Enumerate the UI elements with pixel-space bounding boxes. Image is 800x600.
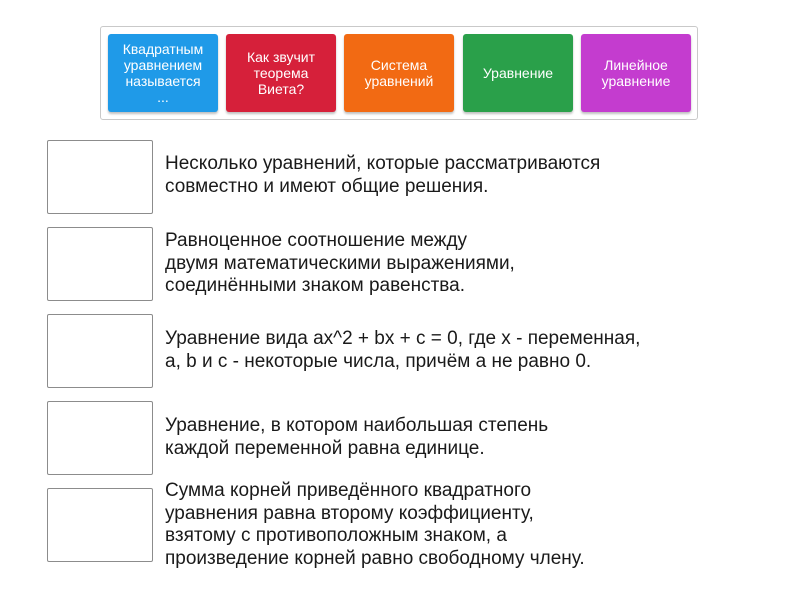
description-line: взятому с противоположным знаком, а: [165, 525, 507, 546]
tile-line: Как звучит: [246, 49, 316, 65]
row-description-3: [165, 328, 725, 373]
tile-line: Виета?: [257, 81, 305, 97]
drop-slot-3[interactable]: [47, 314, 153, 388]
tile-line: ...: [157, 89, 169, 105]
description-line: соединёнными знаком равенства.: [165, 275, 465, 296]
description-line: каждой переменной равна единице.: [165, 437, 485, 459]
tile-quadratic-equation-is[interactable]: [108, 34, 218, 112]
row-description-2: [165, 230, 725, 298]
description-line: a, b и c - некоторые числа, причём a не равно 0.: [165, 350, 592, 372]
tile-vieta-theorem[interactable]: [226, 34, 336, 112]
description-line: произведение корней равно свободному члену.: [165, 547, 585, 569]
drop-slot-2[interactable]: [47, 227, 153, 301]
tile-line: Линейное: [604, 57, 668, 73]
description-line: Равноценное соотношение между: [165, 230, 468, 251]
tile-line: уравнений: [364, 73, 434, 89]
drop-slot-1[interactable]: [47, 140, 153, 214]
tile-line: уравнение: [601, 73, 671, 89]
drop-slot-4[interactable]: [47, 401, 153, 475]
tile-system-of-equations[interactable]: [344, 34, 454, 112]
tile-linear-equation[interactable]: [581, 34, 691, 112]
tile-line: Система: [370, 57, 428, 73]
row-description-5: [165, 480, 725, 570]
description-line: двумя математическими выражениями,: [165, 252, 515, 274]
row-description-4: [165, 415, 725, 460]
tile-equation[interactable]: [463, 34, 573, 112]
description-line: Уравнение вида ax^2 + bx + c = 0, где x - переменная,: [165, 328, 641, 349]
description-line: совместно и имеют общие решения.: [165, 175, 489, 197]
tile-line: теорема: [253, 65, 309, 81]
description-line: Несколько уравнений, которые рассматриваются: [165, 153, 601, 174]
tile-line: Уравнение: [482, 65, 554, 81]
description-line: Сумма корней приведённого квадратного: [165, 480, 532, 501]
description-line: Уравнение, в котором наибольшая степень: [165, 415, 549, 436]
tile-line: Квадратным: [122, 41, 204, 57]
row-description-1: [165, 153, 725, 198]
description-line: уравнения равна второму коэффициенту,: [165, 502, 534, 524]
drop-slot-5[interactable]: [47, 488, 153, 562]
tile-line: уравнением: [123, 57, 203, 73]
answer-tray: [100, 26, 698, 120]
tile-line: называется: [125, 73, 201, 89]
